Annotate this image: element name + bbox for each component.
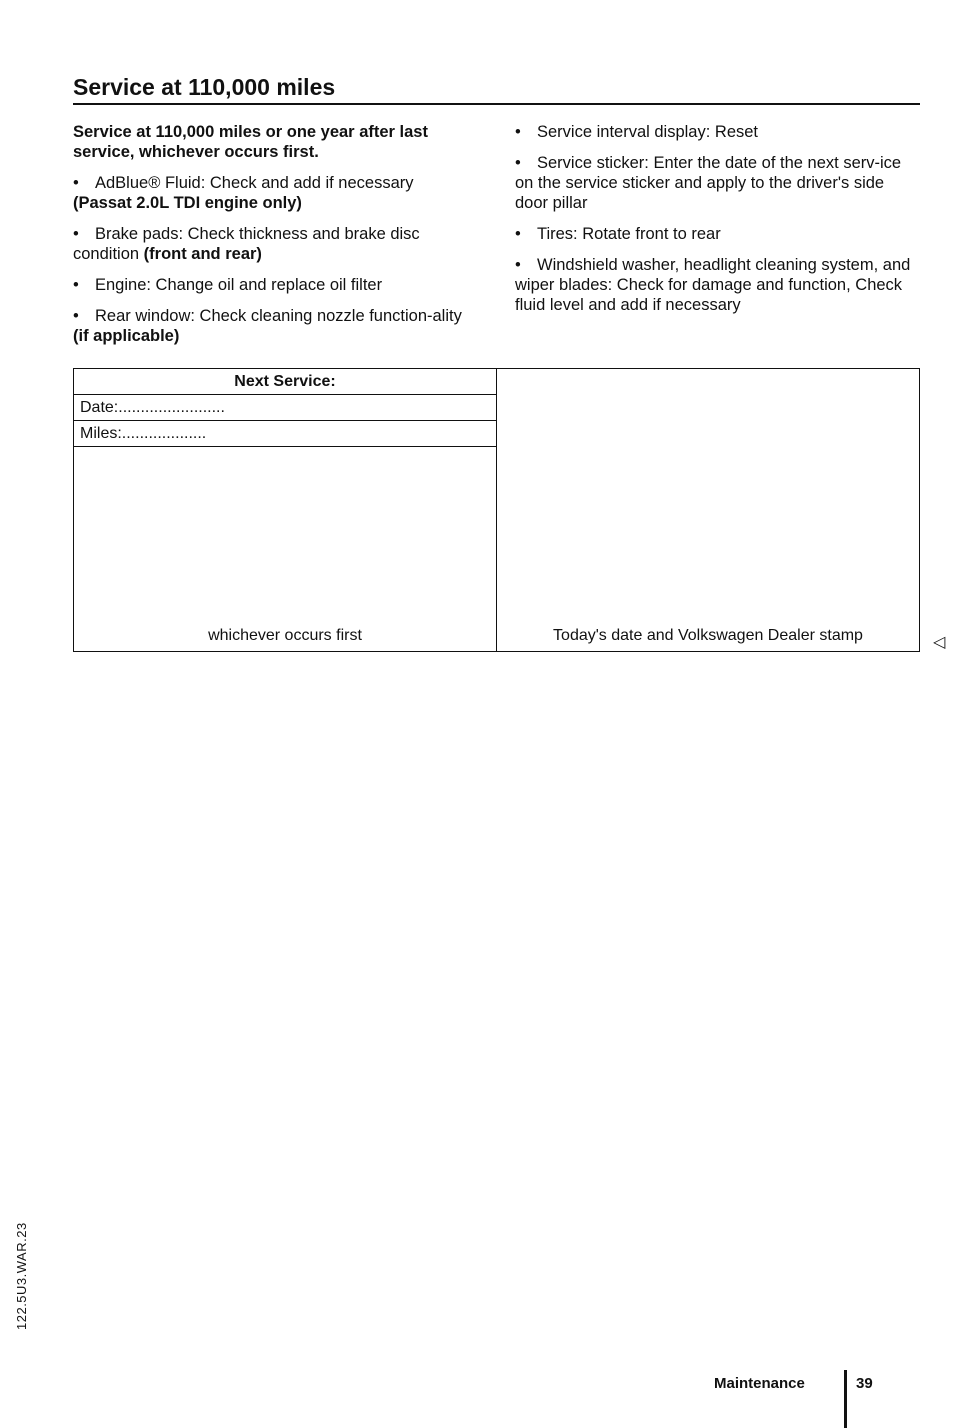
next-service-cell <box>74 369 497 651</box>
bullet: • <box>515 256 521 274</box>
date-field[interactable]: Date:........................ <box>74 395 496 421</box>
list-item-qualifier: (front and rear) <box>143 245 262 263</box>
whichever-note: whichever occurs first <box>208 627 362 644</box>
list-item-text: Engine: Change oil and replace oil filter <box>95 276 383 294</box>
footer-section-label: Maintenance <box>714 1375 805 1392</box>
next-service-header: Next Service: <box>74 369 496 395</box>
page-number: 39 <box>856 1375 873 1392</box>
page-title: Service at 110,000 miles <box>73 74 336 100</box>
right-column <box>515 122 920 326</box>
list-item <box>515 122 920 142</box>
bullet: • <box>73 174 79 192</box>
list-item-text: Brake pads: Check thickness and brake disc condition <box>73 225 420 263</box>
bullet: • <box>73 276 79 294</box>
list-item-text: Service interval display: Reset <box>537 123 759 141</box>
list-item-qualifier: (if applicable) <box>73 327 180 345</box>
list-item <box>515 153 920 213</box>
dealer-stamp-label: Today's date and Volkswagen Dealer stamp <box>553 627 863 644</box>
bullet: • <box>515 123 521 141</box>
document-code: 122.5U3.WAR.23 <box>14 1222 29 1330</box>
list-item <box>515 255 920 315</box>
list-item-text: Service sticker: Enter the date of the next serv-ice on the service sticker and apply to the driver's side door pillar <box>515 154 902 212</box>
list-item <box>73 173 473 213</box>
list-item-qualifier: (Passat 2.0L TDI engine only) <box>73 194 302 212</box>
list-item-text: Tires: Rotate front to rear <box>537 225 721 243</box>
bullet: • <box>73 225 79 243</box>
list-item <box>515 224 920 244</box>
list-item <box>73 275 473 295</box>
list-item-text: Windshield washer, headlight cleaning system, and wiper blades: Check for damage and function, Check fluid level and add if necessary <box>515 256 911 314</box>
list-item-text: Rear window: Check cleaning nozzle function-ality <box>95 307 462 325</box>
service-intro: Service at 110,000 miles or one year after last service, whichever occurs first. <box>73 123 428 161</box>
list-item <box>73 224 473 264</box>
next-service-table <box>73 368 920 652</box>
left-column <box>73 122 473 357</box>
footer-divider <box>844 1370 847 1428</box>
continue-arrow-icon: ◁ <box>933 634 946 651</box>
bullet: • <box>515 225 521 243</box>
list-item <box>73 306 473 346</box>
list-item-text: AdBlue® Fluid: Check and add if necessary <box>95 174 414 192</box>
miles-field[interactable]: Miles:................... <box>74 421 496 447</box>
title-divider <box>73 103 920 105</box>
bullet: • <box>73 307 79 325</box>
bullet: • <box>515 154 521 172</box>
